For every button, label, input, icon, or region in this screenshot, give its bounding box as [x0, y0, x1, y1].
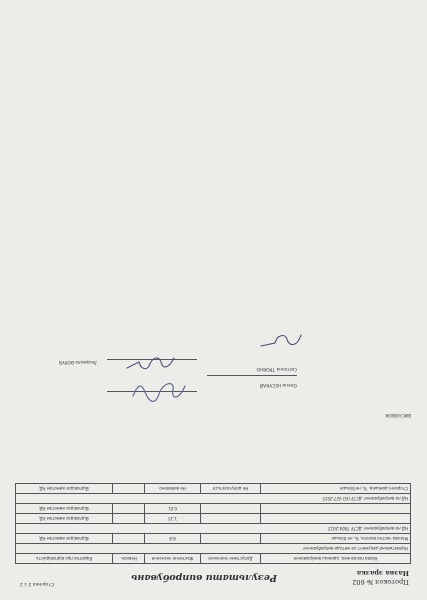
- sample-name-label: Назва зразка: [356, 569, 409, 577]
- table-cell: 8,8: [145, 534, 201, 544]
- results-table: [15, 483, 411, 564]
- handwritten-signature: [123, 352, 177, 374]
- signatory-name: Людмила ВОРУЯ: [59, 359, 97, 364]
- table-header-row: [16, 554, 411, 564]
- table-cell: Не допускається: [201, 484, 261, 494]
- column-header: Назва показника, одиниці вимірювання: [261, 554, 411, 564]
- table-section-row: [16, 524, 411, 534]
- table-cell: [113, 534, 145, 544]
- section-cell: Нормативний документ на методи випробування: [16, 544, 411, 554]
- table-cell: 0,01: [145, 504, 201, 514]
- column-header: Відмітка про відповідність: [16, 554, 113, 564]
- signatory-name: Олена НЕСУКАЙ: [259, 382, 297, 387]
- table-cell: Масова частка вологи, %, не більше: [261, 534, 411, 544]
- table-cell: Відповідає вимогам НД: [16, 534, 113, 544]
- table-cell: Відповідає вимогам НД: [16, 484, 113, 494]
- table-row: [16, 514, 411, 524]
- table-section-row: [16, 544, 411, 554]
- results-table-body: [16, 484, 411, 554]
- handwritten-signature: [129, 380, 189, 404]
- document-title: Результати випробувань: [131, 572, 277, 583]
- column-header: Фактичне значення: [145, 554, 201, 564]
- table-cell: [261, 504, 411, 514]
- table-row: [16, 534, 411, 544]
- table-section-row: [16, 494, 411, 504]
- column-header: Невизн.: [113, 554, 145, 564]
- table-cell: Відповідає вимогам НД: [16, 514, 113, 524]
- page-counter: Сторінка 2 з 2: [20, 581, 55, 586]
- section-cell: НД на випробування: ДСТУ 7804:2015: [16, 524, 411, 534]
- table-cell: Не виявлено: [145, 484, 201, 494]
- table-cell: Відповідає вимогам НД: [16, 504, 113, 514]
- table-cell: [113, 504, 145, 514]
- conclusion-label: ВИСНОВОК: [385, 412, 411, 417]
- handwritten-signature: [257, 330, 305, 350]
- column-header: Допустиме значення: [201, 554, 261, 564]
- table-cell: [113, 514, 145, 524]
- table-cell: Сторонні домішки, %, не більше: [261, 484, 411, 494]
- table-cell: [261, 514, 411, 524]
- table-row: [16, 484, 411, 494]
- table-cell: [113, 484, 145, 494]
- signatory-name: Світлана ТРОЯНО: [256, 366, 297, 371]
- table-cell: [201, 534, 261, 544]
- table-cell: 1,15: [145, 514, 201, 524]
- table-cell: [201, 504, 261, 514]
- table-row: [16, 504, 411, 514]
- table-cell: [201, 514, 261, 524]
- signature-line: [207, 375, 297, 376]
- section-cell: НД на випробування: ДСТУ ISO 927:2015: [16, 494, 411, 504]
- protocol-number: Протокол № 602: [352, 578, 409, 586]
